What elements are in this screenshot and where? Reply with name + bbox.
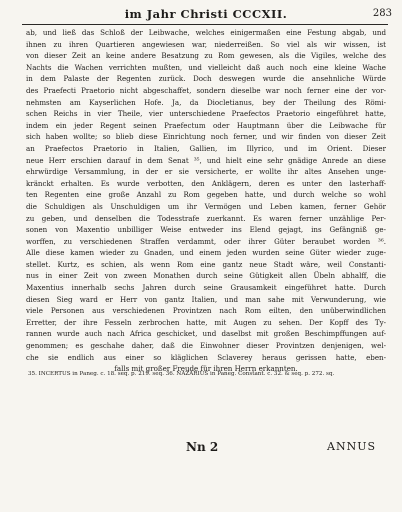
text-line: genommen; es geschahe daher, daß die Einwohner dieser Provintzen denjenigen, wel- <box>26 341 386 351</box>
catchword: ANNUS <box>327 440 376 453</box>
page-number: 283 <box>372 8 392 19</box>
text-line: viele Personen aus verschiedenen Provintzen nach Rom eilten, den unüberwindlichen <box>26 306 386 316</box>
text-line: falls mit großer Freude für ihren Herrn erkannten. <box>114 364 298 374</box>
text-line: nus in einer Zeit von zween Monathen durch seine Gütigkeit allen Übeln abhalff, die <box>26 271 386 281</box>
text-line: des Praefecti Praetorio nicht abgeschaffet, sondern dieselbe war noch ferner eine der vor- <box>26 85 386 95</box>
text-line: diesen Sieg ward er Herr von gantz Italien, und man sahe mit Verwunderung, wie <box>26 294 386 304</box>
text-line: Maxentius innerhalb sechs Jahren durch seine Grausamkeit eingeführet hatte. Durch <box>26 283 386 293</box>
text-line: rannen wurde auch nach Africa geschicket, und daselbst mit großen Beschimpffungen auf- <box>26 329 386 339</box>
text-line: an Praefectos Praetorio in Italien, Gallien, im Illyrico, und im Orient. Dieser <box>26 143 386 153</box>
text-line: schen Reichs in vier Theile, vier unterschiedene Praefectos Praetorio eingeführet hatte, <box>26 109 386 119</box>
signature-mark: Nn 2 <box>186 440 219 454</box>
text-line: ehrwürdige Versammlung, in der er sie versicherte, er wollte ihr altes Ansehen unge- <box>26 167 386 177</box>
text-line: die Schuldigen als Unschuldigen um ihr Vermögen und Leben kamen, ferner Gehör <box>26 201 386 211</box>
footnote: 35. INCERTUS in Paneg. c. 18. seq. p. 219. seq. 36. NAZARIUS in Paneg. Constant. c. 32. & seq. p. 272. sq. <box>28 371 335 377</box>
text-line: in dem Palaste der Regenten zurück. Doch deswegen wurde die ansehnliche Würde <box>26 74 386 84</box>
text-line: Alle diese kamen wieder zu Gnaden, und einem jeden wurden seine Güter wieder zuge- <box>26 248 386 258</box>
page-footer <box>0 440 402 460</box>
text-line: Erretter, der ihre Fesseln zerbrochen hatte, mit Augen zu sehen. Der Kopff des Ty- <box>26 317 386 327</box>
text-line: neue Herr erschien darauf in dem Senat ³⁵, und hielt eine sehr gnädige Anrede an diese <box>26 155 386 165</box>
text-line: Nachts die Wachen verrichten mußten, und vielleicht daß auch noch eine kleine Wache <box>26 62 386 72</box>
text-line: kränckt erhalten. Es wurde verbotten, den Anklägern, deren es unter den lasterhaff- <box>26 178 386 188</box>
text-line: indem ein jeder Regent seinen Praefectum oder Hauptmann über die Leibwache für <box>26 120 386 130</box>
header-rule <box>22 24 388 25</box>
text-line: ihnen zu ihren Quartieren angewiesen war, niederreißen. So viel als wir wissen, ist <box>26 39 386 49</box>
text-line: ten Regenten eine große Anzahl zu Rom gegeben hatte, und durch welche so wohl <box>26 190 386 200</box>
text-line: sich haben wollte; so blieb diese Einrichtung noch ferner, und wir finden von dieser Zeit <box>26 132 386 142</box>
running-head: im Jahr Christi CCCXII. <box>124 7 288 21</box>
text-line: stellet. Kurtz, es schien, als wenn Rom eine gantz neue Stadt wäre, weil Constanti- <box>26 259 386 269</box>
page-header <box>20 7 392 23</box>
body-text <box>26 27 386 375</box>
text-line: sonen von Maxentio unbilliger Weise entweder ins Elend gejagt, ins Gefängniß ge- <box>26 225 386 235</box>
text-line: che sie endlich aus einer so kläglichen Sclaverey heraus gerissen hatte, eben- <box>26 352 386 362</box>
text-line: worffen, zu verschiedenen Straffen verdammt, oder ihrer Güter beraubet worden ³⁶. <box>26 236 386 246</box>
text-line: ab, und ließ das Schloß der Leibwache, welches einigermaßen eine Festung abgab, und <box>26 28 386 37</box>
text-line: nehmsten am Kayserlichen Hofe. Ja, da Diocletianus, bey der Theilung des Römi- <box>26 97 386 107</box>
text-line: von dieser Zeit an keine andere Besatzung zu Rom gewesen, als die Vigiles, welche des <box>26 51 386 61</box>
text-line: zu geben, und denselben die Todesstrafe zuerkannt. Es waren ferner unzählige Per- <box>26 213 386 223</box>
